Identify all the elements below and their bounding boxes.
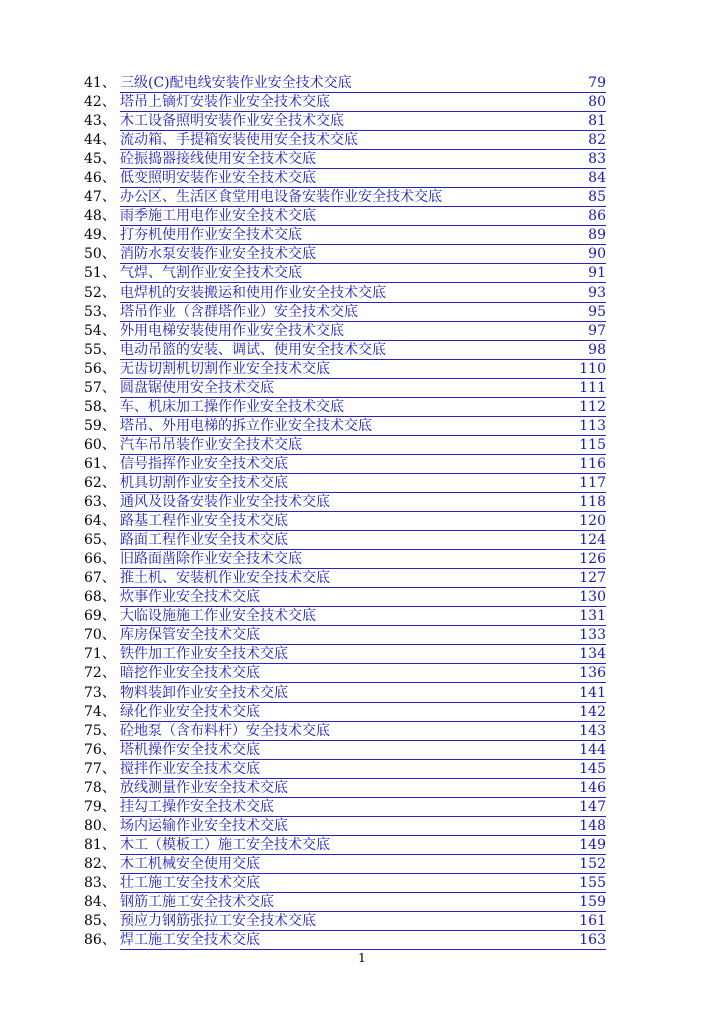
toc-entry-page: 118 <box>579 494 606 511</box>
toc-entry-title: 库房保管安全技术交底 <box>120 627 260 644</box>
toc-entry[interactable] <box>84 912 606 931</box>
toc-entry-number: 73、 <box>84 684 116 701</box>
toc-entry-title: 机具切割作业安全技术交底 <box>120 474 288 491</box>
toc-entry-title: 办公区、生活区食堂用电设备安装作业安全技术交底 <box>120 189 442 206</box>
toc-entry[interactable] <box>84 112 606 131</box>
page-number: 1 <box>358 951 366 965</box>
toc-entry[interactable] <box>84 626 606 645</box>
toc-entry-page: 147 <box>579 798 606 815</box>
toc-entry[interactable] <box>84 703 606 722</box>
toc-entry-title: 木工设备照明安装作业安全技术交底 <box>120 113 344 130</box>
toc-entry-page: 143 <box>579 722 606 739</box>
toc-entry-page: 159 <box>579 894 606 911</box>
toc-entry-link[interactable] <box>120 836 606 855</box>
toc-entry-link[interactable] <box>120 722 606 741</box>
toc-entry[interactable] <box>84 131 606 150</box>
toc-entry-title: 挂勾工操作安全技术交底 <box>120 798 274 815</box>
toc-entry[interactable] <box>84 303 606 322</box>
toc-entry-page: 124 <box>579 532 606 549</box>
toc-entry-link[interactable] <box>120 112 606 131</box>
toc-entry-number: 78、 <box>84 779 116 796</box>
toc-entry-title: 气焊、气割作业安全技术交底 <box>120 265 302 282</box>
toc-entry-number: 77、 <box>84 760 116 777</box>
toc-entry-link[interactable] <box>120 455 606 474</box>
toc-entry-number: 46、 <box>84 170 116 187</box>
toc-entry-title: 炊事作业安全技术交底 <box>120 589 260 606</box>
toc-entry-number: 70、 <box>84 627 116 644</box>
toc-entry-link[interactable] <box>120 93 606 112</box>
toc-entry-link[interactable] <box>120 264 606 283</box>
toc-entry-page: 116 <box>579 455 606 472</box>
toc-entry[interactable] <box>84 74 606 93</box>
toc-entry-title: 焊工施工安全技术交底 <box>120 932 260 949</box>
toc-entry-title: 信号指挥作业安全技术交底 <box>120 455 288 472</box>
toc-entry-page: 111 <box>579 379 606 396</box>
toc-entry[interactable] <box>84 760 606 779</box>
toc-entry-number: 51、 <box>84 265 116 282</box>
toc-entry-number: 62、 <box>84 474 116 491</box>
toc-entry-page: 131 <box>579 608 606 625</box>
toc-entry-page: 95 <box>588 303 606 320</box>
toc-entry-title: 大临设施施工作业安全技术交底 <box>120 608 316 625</box>
toc-entry-link[interactable] <box>120 169 606 188</box>
toc-entry-link[interactable] <box>120 893 606 912</box>
toc-entry[interactable] <box>84 474 606 493</box>
toc-entry[interactable] <box>84 664 606 683</box>
toc-entry-title: 汽车吊吊装作业安全技术交底 <box>120 436 302 453</box>
toc-entry[interactable] <box>84 645 606 664</box>
toc-entry-link[interactable] <box>120 131 606 150</box>
toc-entry-number: 76、 <box>84 741 116 758</box>
toc-entry[interactable] <box>84 531 606 550</box>
toc-entry-page: 145 <box>579 760 606 777</box>
toc-entry-title: 钢筋工施工安全技术交底 <box>120 894 274 911</box>
toc-entry[interactable] <box>84 931 606 950</box>
toc-entry-title: 路基工程作业安全技术交底 <box>120 513 288 530</box>
toc-entry-number: 68、 <box>84 589 116 606</box>
toc-entry-number: 57、 <box>84 379 116 396</box>
toc-entry[interactable] <box>84 512 606 531</box>
toc-entry-link[interactable] <box>120 322 606 341</box>
toc-entry-title: 路面工程作业安全技术交底 <box>120 532 288 549</box>
toc-entry-link[interactable] <box>120 912 606 931</box>
toc-entry[interactable] <box>84 188 606 207</box>
toc-entry-link[interactable] <box>120 779 606 798</box>
toc-entry-title: 壮工施工安全技术交底 <box>120 874 260 891</box>
toc-entry[interactable] <box>84 493 606 512</box>
toc-entry-link[interactable] <box>120 74 606 93</box>
toc-entry[interactable] <box>84 817 606 836</box>
toc-entry-page: 152 <box>579 855 606 872</box>
toc-entry-title: 砼振捣器接线使用安全技术交底 <box>120 151 316 168</box>
toc-entry[interactable] <box>84 379 606 398</box>
toc-entry[interactable] <box>84 360 606 379</box>
toc-entry-link[interactable] <box>120 931 606 950</box>
toc-entry[interactable] <box>84 874 606 893</box>
toc-entry-link[interactable] <box>120 360 606 379</box>
toc-entry-page: 79 <box>588 75 606 91</box>
toc-entry-page: 117 <box>579 474 606 491</box>
toc-entry-page: 115 <box>579 436 606 453</box>
toc-entry-number: 63、 <box>84 494 116 511</box>
toc-entry-number: 47、 <box>84 189 116 206</box>
toc-entry[interactable] <box>84 284 606 303</box>
toc-entry-page: 148 <box>579 817 606 834</box>
toc-entry-number: 44、 <box>84 132 116 149</box>
toc-entry-number: 85、 <box>84 913 116 930</box>
toc-entry-link[interactable] <box>120 436 606 455</box>
toc-entry[interactable] <box>84 798 606 817</box>
toc-entry-page: 93 <box>588 284 606 301</box>
toc-entry-title: 预应力钢筋张拉工安全技术交底 <box>120 913 316 930</box>
toc-entry-link[interactable] <box>120 341 606 360</box>
toc-entry-page: 149 <box>579 836 606 853</box>
toc-entry-page: 136 <box>579 665 606 682</box>
toc-entry[interactable] <box>84 93 606 112</box>
toc-entry-title: 电焊机的安装搬运和使用作业安全技术交底 <box>120 284 386 301</box>
toc-entry-number: 49、 <box>84 227 116 244</box>
toc-entry-title: 打夯机使用作业安全技术交底 <box>120 227 302 244</box>
toc-entry-number: 67、 <box>84 570 116 587</box>
toc-entry-number: 75、 <box>84 722 116 739</box>
toc-entry-number: 61、 <box>84 455 116 472</box>
toc-entry-title: 绿化作业安全技术交底 <box>120 703 260 720</box>
toc-entry-title: 外用电梯安装使用作业安全技术交底 <box>120 322 344 339</box>
toc-entry[interactable] <box>84 207 606 226</box>
toc-entry-number: 50、 <box>84 246 116 263</box>
toc-entry-number: 43、 <box>84 113 116 130</box>
toc-entry-link[interactable] <box>120 645 606 664</box>
toc-entry-page: 97 <box>588 322 606 339</box>
toc-entry-title: 消防水泵安装作业安全技术交底 <box>120 246 316 263</box>
toc-entry-page: 83 <box>588 151 606 168</box>
toc-entry-number: 80、 <box>84 817 116 834</box>
toc-entry-link[interactable] <box>120 855 606 874</box>
toc-entry-link[interactable] <box>120 226 606 245</box>
toc-entry-link[interactable] <box>120 817 606 836</box>
toc-entry-title: 塔吊上镝灯安装作业安全技术交底 <box>120 94 330 111</box>
toc-entry-number: 60、 <box>84 436 116 453</box>
toc-entry-page: 133 <box>579 627 606 644</box>
toc-entry-title: 铁件加工作业安全技术交底 <box>120 646 288 663</box>
toc-entry-link[interactable] <box>120 760 606 779</box>
toc-entry-number: 64、 <box>84 513 116 530</box>
toc-entry-page: 91 <box>588 265 606 282</box>
toc-entry-page: 86 <box>588 208 606 225</box>
toc-entry-number: 72、 <box>84 665 116 682</box>
toc-entry-link[interactable] <box>120 303 606 322</box>
toc-entry-title: 暗挖作业安全技术交底 <box>120 665 260 682</box>
toc-entry-number: 45、 <box>84 151 116 168</box>
toc-entry-link[interactable] <box>120 398 606 417</box>
toc-entry-number: 79、 <box>84 798 116 815</box>
toc-entry-link[interactable] <box>120 703 606 722</box>
toc-entry-page: 110 <box>579 360 606 377</box>
toc-entry-number: 53、 <box>84 303 116 320</box>
toc-entry-page: 120 <box>579 513 606 530</box>
toc-entry-link[interactable] <box>120 512 606 531</box>
toc-entry-page: 127 <box>579 570 606 587</box>
toc-entry-title: 木工机械安全使用交底 <box>120 855 260 872</box>
toc-entry-number: 59、 <box>84 417 116 434</box>
toc-entry-number: 55、 <box>84 341 116 358</box>
toc-entry-number: 52、 <box>84 284 116 301</box>
toc-entry[interactable] <box>84 341 606 360</box>
toc-entry-page: 84 <box>588 170 606 187</box>
toc-entry-link[interactable] <box>120 684 606 703</box>
toc-entry-number: 58、 <box>84 398 116 415</box>
toc-entry-link[interactable] <box>120 741 606 760</box>
toc-entry-link[interactable] <box>120 474 606 493</box>
toc-entry[interactable] <box>84 417 606 436</box>
toc-entry-link[interactable] <box>120 607 606 626</box>
toc-entry-number: 41、 <box>84 75 116 91</box>
toc-entry-title: 电动吊篮的安装、调试、使用安全技术交底 <box>120 341 386 358</box>
toc-entry-page: 161 <box>579 913 606 930</box>
toc-entry[interactable] <box>84 722 606 741</box>
toc-entry-page: 141 <box>579 684 606 701</box>
toc-entry-title: 放线测量作业安全技术交底 <box>120 779 288 796</box>
toc-entry-page: 130 <box>579 589 606 606</box>
toc-entry-title: 三级(C)配电线安装作业安全技术交底 <box>120 75 352 91</box>
toc-entry-link[interactable] <box>120 664 606 683</box>
toc-entry-title: 木工（模板工）施工安全技术交底 <box>120 836 330 853</box>
toc-entry-title: 流动箱、手提箱安装使用安全技术交底 <box>120 132 358 149</box>
toc-entry-title: 砼地泵（含布料杆）安全技术交底 <box>120 722 330 739</box>
toc-entry-page: 146 <box>579 779 606 796</box>
toc-entry-link[interactable] <box>120 284 606 303</box>
toc-entry-number: 65、 <box>84 532 116 549</box>
toc-entry-link[interactable] <box>120 245 606 264</box>
toc-entry[interactable] <box>84 569 606 588</box>
toc-entry[interactable] <box>84 150 606 169</box>
toc-entry-title: 雨季施工用电作业安全技术交底 <box>120 208 316 225</box>
toc-entry-title: 旧路面凿除作业安全技术交底 <box>120 551 302 568</box>
toc-entry-page: 126 <box>579 551 606 568</box>
toc-entry-number: 82、 <box>84 855 116 872</box>
toc-entry-number: 84、 <box>84 894 116 911</box>
toc-entry-number: 69、 <box>84 608 116 625</box>
toc-entry-page: 81 <box>588 113 606 130</box>
toc-entry-number: 56、 <box>84 360 116 377</box>
toc-entry-link[interactable] <box>120 531 606 550</box>
toc-entry[interactable] <box>84 607 606 626</box>
toc-entry-page: 80 <box>588 94 606 111</box>
toc-entry[interactable] <box>84 322 606 341</box>
toc-entry-title: 低变照明安装作业安全技术交底 <box>120 170 316 187</box>
toc-entry-title: 场内运输作业安全技术交底 <box>120 817 288 834</box>
toc-entry[interactable] <box>84 550 606 569</box>
table-of-contents <box>84 74 606 950</box>
toc-entry-title: 塔吊、外用电梯的拆立作业安全技术交底 <box>120 417 372 434</box>
toc-entry-link[interactable] <box>120 588 606 607</box>
toc-entry-page: 112 <box>579 398 606 415</box>
toc-entry-page: 163 <box>579 932 606 949</box>
toc-entry[interactable] <box>84 226 606 245</box>
toc-entry-number: 81、 <box>84 836 116 853</box>
toc-entry-number: 48、 <box>84 208 116 225</box>
toc-entry-link[interactable] <box>120 188 606 207</box>
toc-entry-link[interactable] <box>120 379 606 398</box>
toc-entry[interactable] <box>84 588 606 607</box>
toc-entry-number: 54、 <box>84 322 116 339</box>
toc-entry-number: 66、 <box>84 551 116 568</box>
toc-entry-link[interactable] <box>120 569 606 588</box>
toc-entry-page: 82 <box>588 132 606 149</box>
toc-entry-title: 无齿切割机切割作业安全技术交底 <box>120 360 330 377</box>
toc-entry[interactable] <box>84 741 606 760</box>
toc-entry-link[interactable] <box>120 798 606 817</box>
toc-entry-title: 物料装卸作业安全技术交底 <box>120 684 288 701</box>
toc-entry[interactable] <box>84 779 606 798</box>
toc-entry-link[interactable] <box>120 493 606 512</box>
toc-entry-title: 车、机床加工操作作业安全技术交底 <box>120 398 344 415</box>
toc-entry-page: 113 <box>579 417 606 434</box>
toc-entry[interactable] <box>84 836 606 855</box>
toc-entry-link[interactable] <box>120 207 606 226</box>
toc-entry-title: 搅拌作业安全技术交底 <box>120 760 260 777</box>
toc-entry[interactable] <box>84 245 606 264</box>
toc-entry[interactable] <box>84 893 606 912</box>
toc-entry-link[interactable] <box>120 417 606 436</box>
toc-entry-number: 86、 <box>84 932 116 949</box>
toc-entry-number: 42、 <box>84 94 116 111</box>
toc-entry-page: 90 <box>588 246 606 263</box>
toc-entry-page: 134 <box>579 646 606 663</box>
toc-entry[interactable] <box>84 855 606 874</box>
toc-entry-page: 89 <box>588 227 606 244</box>
toc-entry-title: 塔吊作业（含群塔作业）安全技术交底 <box>120 303 358 320</box>
toc-entry-page: 85 <box>588 189 606 206</box>
toc-entry[interactable] <box>84 684 606 703</box>
toc-entry-title: 推土机、安装机作业安全技术交底 <box>120 570 330 587</box>
toc-entry-page: 144 <box>579 741 606 758</box>
toc-entry-page: 98 <box>588 341 606 358</box>
toc-entry-link[interactable] <box>120 550 606 569</box>
toc-entry-link[interactable] <box>120 874 606 893</box>
toc-entry[interactable] <box>84 169 606 188</box>
toc-entry[interactable] <box>84 455 606 474</box>
toc-entry-title: 通风及设备安装作业安全技术交底 <box>120 494 330 511</box>
toc-entry-page: 142 <box>579 703 606 720</box>
toc-entry-page: 155 <box>579 874 606 891</box>
toc-entry-number: 74、 <box>84 703 116 720</box>
toc-entry-title: 塔机操作安全技术交底 <box>120 741 260 758</box>
toc-entry-number: 71、 <box>84 646 116 663</box>
toc-entry[interactable] <box>84 398 606 417</box>
toc-entry-number: 83、 <box>84 874 116 891</box>
toc-entry[interactable] <box>84 264 606 283</box>
toc-entry-link[interactable] <box>120 150 606 169</box>
toc-entry[interactable] <box>84 436 606 455</box>
toc-entry-title: 圆盘锯使用安全技术交底 <box>120 379 274 396</box>
toc-entry-link[interactable] <box>120 626 606 645</box>
